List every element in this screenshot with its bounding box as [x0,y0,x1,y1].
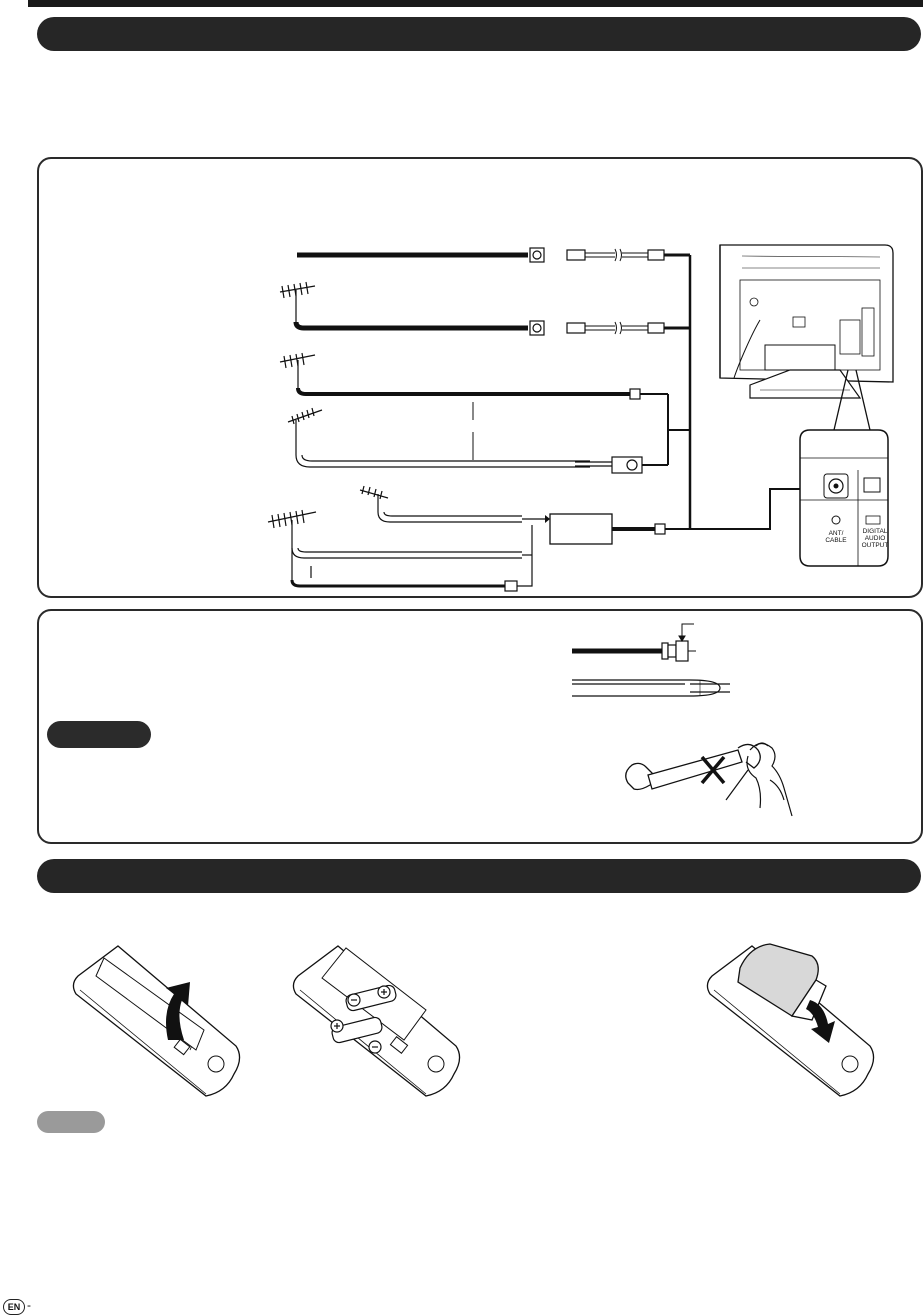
language-badge: EN [3,1299,25,1315]
note-label [37,1111,105,1133]
page-number-dash: - [27,1298,31,1312]
ant-cable-label: ANT/ CABLE [825,530,847,544]
digital-audio-output-label: DIGITAL AUDIO OUTPUT [861,528,889,549]
